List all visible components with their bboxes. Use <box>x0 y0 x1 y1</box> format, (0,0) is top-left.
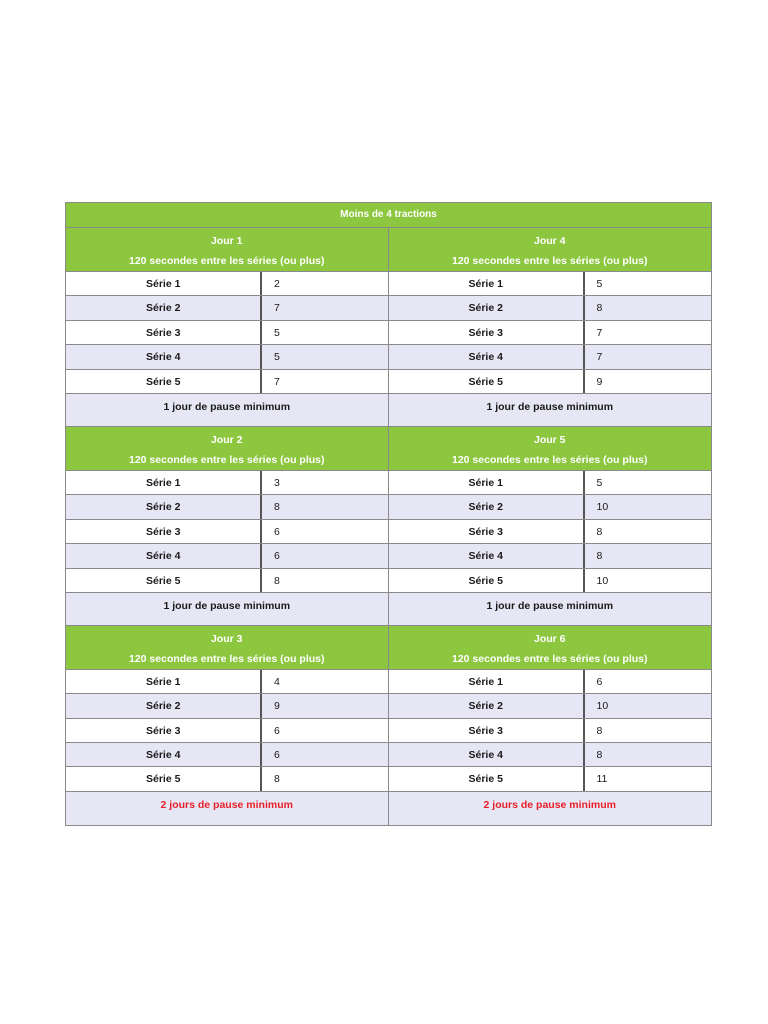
series-label: Série 4 <box>66 544 262 567</box>
pause-note: 1 jour de pause minimum <box>66 394 388 427</box>
day-column <box>66 626 389 825</box>
day-header <box>66 427 388 471</box>
table-row <box>389 296 712 320</box>
day-title: Jour 2 <box>210 433 243 446</box>
pause-note: 1 jour de pause minimum <box>389 593 712 626</box>
series-reps: 8 <box>274 773 280 786</box>
series-label: Série 3 <box>389 719 585 742</box>
day-block <box>66 626 711 825</box>
series-reps: 5 <box>274 351 280 364</box>
table-row <box>389 520 712 544</box>
series-label: Série 4 <box>66 345 262 368</box>
table-row <box>389 569 712 593</box>
day-header <box>66 626 388 670</box>
table-row <box>389 272 712 296</box>
table-row <box>389 719 712 743</box>
series-label: Série 3 <box>66 719 262 742</box>
table-row <box>66 321 388 345</box>
table-row <box>389 370 712 394</box>
series-reps: 5 <box>596 278 603 290</box>
table-row <box>66 520 388 544</box>
training-blocks <box>66 228 711 825</box>
series-reps: 7 <box>274 375 280 388</box>
day-column <box>389 427 712 626</box>
table-title: Moins de 4 tractions <box>66 203 711 228</box>
table-row <box>389 495 712 519</box>
table-row <box>66 370 388 394</box>
series-label: Série 4 <box>389 345 585 368</box>
series-reps: 10 <box>596 700 609 713</box>
series-label: Série 2 <box>66 495 262 518</box>
series-label: Série 1 <box>389 471 585 494</box>
rest-between-series: 120 secondes entre les séries (ou plus) <box>128 255 325 267</box>
series-label: Série 2 <box>66 694 262 717</box>
training-table <box>65 202 712 826</box>
table-row <box>389 544 712 568</box>
series-label: Série 1 <box>389 272 585 295</box>
table-row <box>66 272 388 296</box>
rest-between-series: 120 secondes entre les séries (ou plus) <box>451 255 648 267</box>
day-header <box>389 228 712 272</box>
series-reps: 9 <box>596 375 603 388</box>
series-label: Série 2 <box>66 296 262 319</box>
table-row <box>389 321 712 345</box>
table-row <box>389 345 712 369</box>
series-reps: 7 <box>596 326 603 339</box>
series-label: Série 3 <box>66 321 262 344</box>
rest-between-series: 120 secondes entre les séries (ou plus) <box>128 453 325 466</box>
day-title: Jour 6 <box>533 632 566 645</box>
day-header <box>66 228 388 272</box>
pause-note: 1 jour de pause minimum <box>389 394 712 427</box>
table-row <box>389 767 712 791</box>
series-label: Série 4 <box>389 544 585 567</box>
day-title: Jour 5 <box>533 433 566 446</box>
table-row <box>66 544 388 568</box>
table-row <box>389 670 712 694</box>
table-row <box>389 471 712 495</box>
series-label: Série 4 <box>389 743 585 766</box>
series-reps: 8 <box>596 550 603 563</box>
series-label: Série 3 <box>389 520 585 543</box>
series-label: Série 5 <box>389 767 585 790</box>
table-row <box>66 345 388 369</box>
series-reps: 10 <box>596 574 609 587</box>
series-reps: 8 <box>596 525 603 538</box>
series-reps: 5 <box>596 476 603 489</box>
series-reps: 6 <box>274 550 280 563</box>
table-row <box>66 670 388 694</box>
series-reps: 11 <box>596 773 608 786</box>
series-reps: 2 <box>274 278 280 290</box>
table-row <box>66 743 388 767</box>
series-reps: 6 <box>596 675 603 688</box>
series-label: Série 2 <box>389 694 585 717</box>
series-reps: 3 <box>274 476 280 489</box>
table-row <box>66 767 388 791</box>
series-reps: 9 <box>274 700 280 713</box>
series-reps: 5 <box>274 326 280 339</box>
series-reps: 8 <box>596 724 603 737</box>
table-row <box>66 495 388 519</box>
series-reps: 8 <box>596 749 603 762</box>
series-reps: 10 <box>596 501 609 514</box>
series-reps: 7 <box>596 351 603 364</box>
table-row <box>389 743 712 767</box>
table-row <box>66 719 388 743</box>
day-header <box>389 626 712 670</box>
series-label: Série 5 <box>66 569 262 592</box>
rest-between-series: 120 secondes entre les séries (ou plus) <box>128 652 325 665</box>
series-label: Série 4 <box>66 743 262 766</box>
day-block <box>66 228 711 427</box>
day-title: Jour 4 <box>533 235 566 247</box>
series-label: Série 3 <box>66 520 262 543</box>
rest-between-series: 120 secondes entre les séries (ou plus) <box>451 453 648 466</box>
series-label: Série 1 <box>66 272 262 295</box>
rest-between-series: 120 secondes entre les séries (ou plus) <box>451 652 648 665</box>
day-column <box>66 228 389 427</box>
series-label: Série 3 <box>389 321 585 344</box>
series-label: Série 5 <box>66 767 262 790</box>
series-label: Série 5 <box>389 370 585 393</box>
pause-note: 1 jour de pause minimum <box>66 593 388 626</box>
table-row <box>66 694 388 718</box>
day-title: Jour 1 <box>210 235 243 247</box>
table-row <box>389 694 712 718</box>
series-reps: 6 <box>274 724 280 737</box>
series-label: Série 5 <box>66 370 262 393</box>
series-reps: 7 <box>274 302 280 315</box>
table-row <box>66 569 388 593</box>
series-reps: 6 <box>274 749 280 762</box>
day-title: Jour 3 <box>210 632 243 645</box>
day-column <box>389 228 712 427</box>
table-row <box>66 296 388 320</box>
series-label: Série 2 <box>389 296 585 319</box>
series-label: Série 1 <box>66 471 262 494</box>
day-column <box>389 626 712 825</box>
day-column <box>66 427 389 626</box>
day-block <box>66 427 711 626</box>
series-reps: 4 <box>274 675 280 688</box>
series-label: Série 2 <box>389 495 585 518</box>
pause-note: 2 jours de pause minimum <box>66 792 388 825</box>
series-label: Série 1 <box>389 670 585 693</box>
table-row <box>66 471 388 495</box>
pause-note: 2 jours de pause minimum <box>389 792 712 825</box>
series-reps: 6 <box>274 525 280 538</box>
series-reps: 8 <box>274 574 280 587</box>
day-header <box>389 427 712 471</box>
series-label: Série 1 <box>66 670 262 693</box>
series-label: Série 5 <box>389 569 585 592</box>
series-reps: 8 <box>596 302 603 315</box>
series-reps: 8 <box>274 501 280 514</box>
